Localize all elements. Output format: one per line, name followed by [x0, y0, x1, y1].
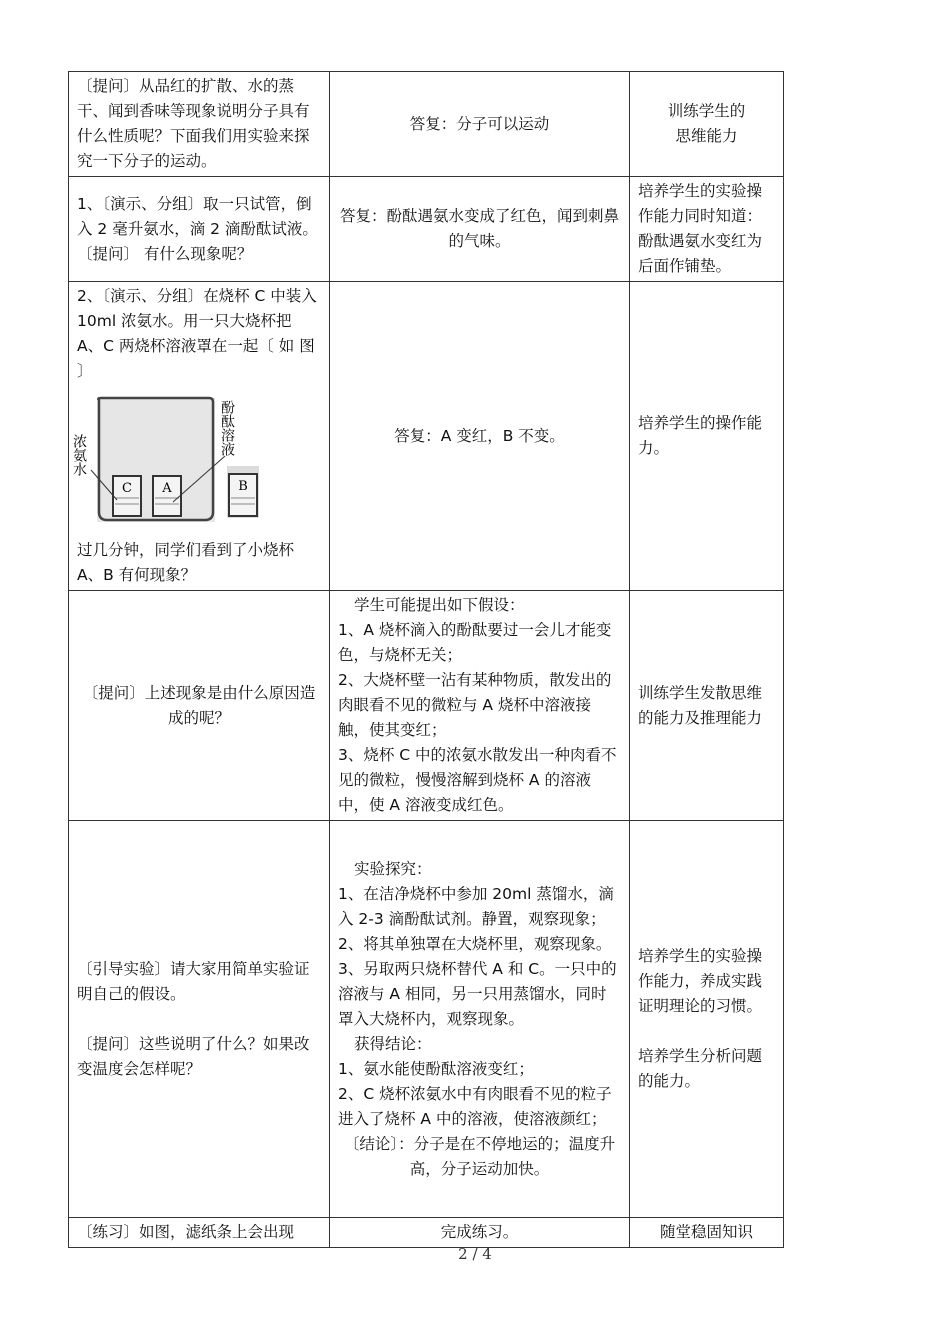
table-row [69, 1218, 784, 1248]
beaker-a-label: A [162, 481, 172, 496]
table-row [69, 821, 784, 1218]
question-text: 〔提问〕从品红的扩散、水的蒸干、闻到香味等现象说明分子具有什么性质呢？下面我们用实验来探究一下分子的运动。 [77, 77, 310, 170]
guided-experiment-text: 〔引导实验〕请大家用简单实验证明自己的假设。 [77, 959, 310, 1003]
table-row [69, 591, 784, 821]
design-intent-cell [630, 72, 784, 177]
hypothesis-item: 2、大烧杯壁一沾有某种物质，散发出的肉眼看不见的微粒与 A 烧杯中溶液接触，使其变红； [338, 671, 612, 739]
final-conclusion: 〔结论〕：分子是在不停地运的；温度升高，分子运动加快。 [343, 1134, 616, 1178]
phenolphthalein-label: 酚酞溶液 [219, 400, 235, 456]
table-row [69, 177, 784, 282]
conclusion-heading: 获得结论： [354, 1034, 432, 1053]
conclusion-item: 2、C 烧杯浓氨水中有肉眼看不见的粒子进入了烧杯 A 中的溶液，使溶液颜红； [338, 1084, 612, 1128]
teacher-activity-cell [69, 72, 330, 177]
design-intent-cell [630, 177, 784, 282]
student-activity-cell [330, 282, 630, 591]
demo-text: 1、〔演示、分组〕取一只试管，倒入 2 毫升氨水，滴 2 滴酚酞试液。 [77, 194, 318, 238]
teacher-activity-cell [69, 282, 330, 591]
teacher-activity-cell [69, 1218, 330, 1248]
beaker-experiment-figure [71, 390, 267, 530]
design-intent-cell [630, 1218, 784, 1248]
hypothesis-item: 3、烧杯 C 中的浓氨水散发出一种肉看不见的微粒，慢慢溶解到烧杯 A 的溶液中，使 A 溶液变成红色。 [338, 746, 617, 814]
teacher-activity-cell [69, 177, 330, 282]
table-row [69, 282, 784, 591]
intent-text: 训练学生发散思维的能力及推理能力 [638, 683, 763, 727]
design-intent-cell [630, 821, 784, 1218]
student-activity-cell [330, 591, 630, 821]
page-number: 2 / 4 [458, 1245, 492, 1263]
student-activity-cell [330, 72, 630, 177]
question-text: 过几分钟，同学们看到了小烧杯 A、B 有何现象？ [77, 541, 295, 584]
intent-text: 培养学生分析问题的能力。 [638, 1047, 763, 1090]
experiment-heading: 实验探究： [354, 859, 432, 878]
answer-text: 答复：A 变红，B 不变。 [394, 426, 565, 445]
student-activity-cell [330, 177, 630, 282]
hypothesis-item: 1、A 烧杯滴入的酚酞要过一会儿才能变色，与烧杯无关； [338, 621, 612, 664]
student-activity-cell [330, 1218, 630, 1248]
beaker-b-label: B [238, 479, 248, 494]
intent-text: 培养学生的操作能力。 [638, 414, 763, 457]
question-text: 〔提问〕上述现象是由什么原因造成的呢？ [82, 683, 316, 727]
question-text: 〔提问〕 有什么现象呢？ [77, 244, 253, 263]
intent-line-1: 训练学生的 [667, 102, 746, 120]
hypothesis-intro: 学生可能提出如下假设： [354, 596, 525, 614]
experiment-step: 3、另取两只烧杯替代 A 和 C。一只中的溶液与 A 相同，另一只用蒸馏水，同时罩入大烧杯内，观察现象。 [338, 959, 617, 1028]
intent-line-2: 思维能力 [675, 127, 738, 145]
conclusion-item: 1、氨水能使酚酞溶液变红； [338, 1059, 534, 1078]
ammonia-label: 浓氨水 [71, 434, 87, 476]
experiment-step: 1、在洁净烧杯中参加 20ml 蒸馏水，滴入 2-3 滴酚酞试剂。静置，观察现象； [338, 884, 614, 928]
intent-text: 培养学生的实验操作能力，养成实践证明理论的习惯。 [638, 947, 763, 1015]
answer-text: 答复：分子可以运动 [409, 114, 550, 133]
beaker-c-label: C [122, 481, 132, 496]
lesson-plan-table [68, 71, 784, 1248]
question-text: 〔提问〕这些说明了什么？如果改变温度会怎样呢？ [77, 1034, 310, 1078]
intent-text: 培养学生的实验操作能力同时知道：酚酞遇氨水变红为后面作铺垫。 [638, 182, 763, 275]
experiment-step: 2、将其单独罩在大烧杯里，观察现象。 [338, 934, 612, 953]
intent-text: 随堂稳固知识 [659, 1223, 753, 1241]
design-intent-cell [630, 591, 784, 821]
teacher-activity-cell [69, 591, 330, 821]
demo-text: 2、〔演示、分组〕在烧杯 C 中装入 10ml 浓氨水。用一只大烧杯把 A、C 两烧杯溶液罩在一起〔 如 图 〕 [77, 287, 317, 380]
table-row [69, 72, 784, 177]
answer-text: 答复：酚酞遇氨水变成了红色，闻到刺鼻的气味。 [339, 207, 619, 250]
design-intent-cell [630, 282, 784, 591]
teacher-activity-cell [69, 821, 330, 1218]
exercise-text: 〔练习〕如图，滤纸条上会出现 [77, 1223, 295, 1241]
student-activity-cell [330, 821, 630, 1218]
answer-text: 完成练习。 [440, 1223, 519, 1241]
